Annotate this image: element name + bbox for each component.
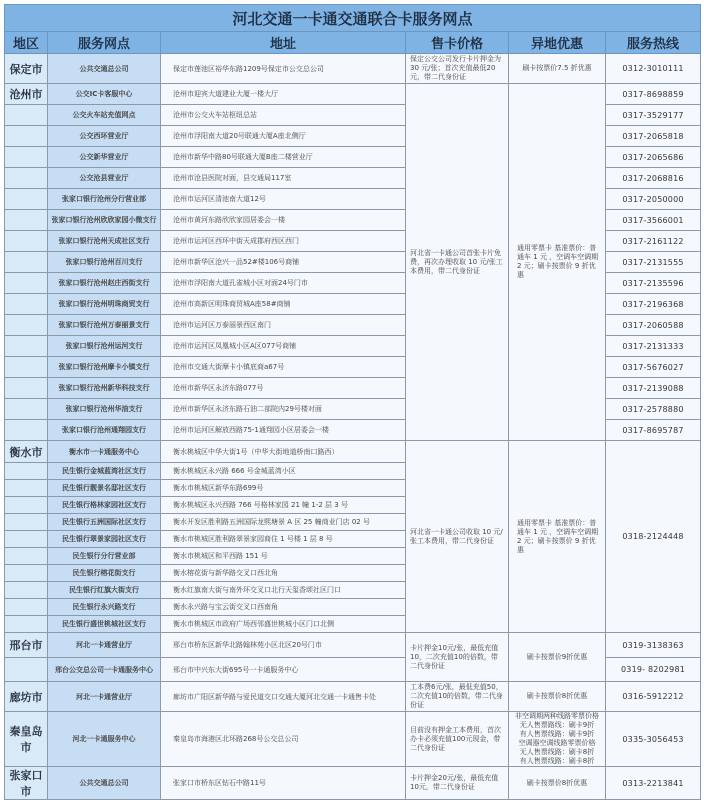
phone-cell: 0317-2068816 (606, 168, 701, 189)
phone-cell: 0317-3566001 (606, 210, 701, 231)
phone-cell: 0317-2131333 (606, 336, 701, 357)
phone-cell: 0316-5912212 (606, 682, 701, 712)
table-row (5, 767, 701, 800)
outlet-cell: 公交IC卡客服中心 (48, 84, 161, 105)
region-cell (5, 420, 48, 441)
phone-cell: 0317-2135596 (606, 273, 701, 294)
region-cell (5, 210, 48, 231)
price-cell: 河北省一卡通公司收取 10 元/张工本费用，带二代身份证 (406, 441, 509, 633)
price-cell: 工本费6元/张，最低充值50，二次充值10的倍数，带二代身份证 (406, 682, 509, 712)
price-cell: 卡片押金10元/张，最低充值10，二次充值10的倍数，带二代身份证 (406, 633, 509, 682)
table-row (5, 712, 701, 767)
address-cell: 张家口市桥东区钻石中路11号 (161, 767, 406, 800)
phone-cell: 0317-8695787 (606, 420, 701, 441)
table-header-row (5, 32, 701, 54)
outlet-cell: 民生银行盛世桃城社区支行 (48, 616, 161, 633)
header-price: 售卡价格 (406, 32, 509, 54)
address-cell: 衡水桃城区中华大街1号（中华大街地道桥南口路西） (161, 441, 406, 463)
outlet-cell: 张家口银行沧州赵庄西街支行 (48, 273, 161, 294)
discount-line: 空调器空调线路零票价格 (518, 739, 596, 747)
discount-line: 有人售票线路：刷卡8折 (519, 757, 595, 765)
outlet-cell: 张家口银行沧州摩卡小镇支行 (48, 357, 161, 378)
address-cell: 沧州市新华区沧兴一品52#楼106号商铺 (161, 252, 406, 273)
address-cell: 保定市莲池区裕华东路1209号保定市公交总公司 (161, 54, 406, 84)
address-cell: 沧州市运河区清池南大道12号 (161, 189, 406, 210)
phone-cell: 0313-2213841 (606, 767, 701, 800)
region-cell: 邢台市 (5, 633, 48, 658)
address-cell: 廊坊市广阳区新华路与爱民道交口交通大厦河北交通一卡通售卡处 (161, 682, 406, 712)
outlet-cell: 张家口银行沧州万泰丽景支行 (48, 315, 161, 336)
outlet-cell: 民生银行分行营业部 (48, 548, 161, 565)
address-cell: 沧州市运河区西环中街天成郡府西区西门 (161, 231, 406, 252)
discount-cell: 刷卡按票价7.5 折优惠 (509, 54, 606, 84)
price-cell: 河北省一卡通公司首张卡片免费，再次办理收取 10 元/张工本费用，带二代身份证 (406, 84, 509, 441)
price-cell: 卡片押金20元/张，最低充值10元，带二代身份证 (406, 767, 509, 800)
region-cell (5, 147, 48, 168)
region-cell (5, 463, 48, 480)
address-cell: 沧州市新华区永济东路石油二部院内29号楼对面 (161, 399, 406, 420)
region-cell (5, 616, 48, 633)
address-cell: 衡水市桃城区新华东路699号 (161, 480, 406, 497)
region-cell (5, 294, 48, 315)
phone-cell: 0317-2065818 (606, 126, 701, 147)
discount-cell: 通用零票卡 基准票价：普通车 1 元 ，空调车空调期 2 元；刷卡按票价 9 折优惠 (509, 84, 606, 441)
price-cell: 保定公交公司发行卡片押金为30 元/张；首次充值最低20元，带二代身份证 (406, 54, 509, 84)
table-row (5, 84, 701, 105)
outlet-cell: 张家口银行沧州华油支行 (48, 399, 161, 420)
outlet-cell: 河北一卡通营业厅 (48, 682, 161, 712)
discount-cell: 刷卡按票价8折优惠 (509, 767, 606, 800)
outlet-cell: 民生银行红旗大街支行 (48, 582, 161, 599)
phone-cell: 0317-2065686 (606, 147, 701, 168)
phone-cell: 0317-2161122 (606, 231, 701, 252)
address-cell: 沧州市沧县医院对面，县交通局117室 (161, 168, 406, 189)
address-cell: 衡水榕花街与新华路交叉口西北角 (161, 565, 406, 582)
phone-cell: 0317-2139088 (606, 378, 701, 399)
discount-line: 无人售票线路：刷卡8折 (519, 748, 595, 756)
address-cell: 沧州市交通大街摩卡小镇底商a67号 (161, 357, 406, 378)
address-cell: 沧州市运河区万泰丽景西区南门 (161, 315, 406, 336)
address-cell: 沧州市黄河东路欣欣家园居委会一楼 (161, 210, 406, 231)
discount-line: 无人售票路线：刷卡9折 (519, 721, 595, 729)
region-cell (5, 399, 48, 420)
address-cell: 沧州市浮阳南大道孔雀城小区对面24号门市 (161, 273, 406, 294)
discount-cell: 刷卡按票价9折优惠 (509, 633, 606, 682)
region-cell (5, 273, 48, 294)
phone-cell: 0317-2131555 (606, 252, 701, 273)
discount-cell: 刷卡按票价8折优惠 (509, 682, 606, 712)
address-cell: 衡水红旗南大街与南外环交叉口北行天玺香颂社区门口 (161, 582, 406, 599)
phone-cell: 0317-2050000 (606, 189, 701, 210)
header-discount: 异地优惠 (509, 32, 606, 54)
outlet-cell: 邢台公交总公司一卡通服务中心 (48, 658, 161, 682)
address-cell: 邢台市中兴东大街695号一卡通服务中心 (161, 658, 406, 682)
outlet-cell: 衡水市一卡通服务中心 (48, 441, 161, 463)
discount-line: 有人售票线路：刷卡9折 (519, 730, 595, 738)
region-cell (5, 565, 48, 582)
service-points-table (4, 4, 701, 800)
address-cell: 沧州市新华中路80号联通大厦B座二楼营业厅 (161, 147, 406, 168)
outlet-cell: 公交新华营业厅 (48, 147, 161, 168)
outlet-cell: 民生银行翠景家园社区支行 (48, 531, 161, 548)
address-cell: 沧州市公交火车站枢纽总站 (161, 105, 406, 126)
header-outlet: 服务网点 (48, 32, 161, 54)
region-cell (5, 357, 48, 378)
table-row (5, 441, 701, 463)
region-cell (5, 336, 48, 357)
outlet-cell: 民生银行榕花街支行 (48, 565, 161, 582)
phone-cell: 0317-2196368 (606, 294, 701, 315)
region-cell (5, 168, 48, 189)
region-cell (5, 315, 48, 336)
price-cell: 目前没有押金工本费用，首次办卡必须充值100元现金，带二代身份证 (406, 712, 509, 767)
outlet-cell: 张家口银行沧州分行营业部 (48, 189, 161, 210)
region-cell (5, 531, 48, 548)
address-cell: 衡水桃城区永兴路 666 号金城蓝湾小区 (161, 463, 406, 480)
address-cell: 秦皇岛市海港区北环路268号公交总公司 (161, 712, 406, 767)
address-cell: 沧州市高新区明珠商贸城A座58#商铺 (161, 294, 406, 315)
region-cell (5, 514, 48, 531)
address-cell: 衡水永兴路与宝云街交叉口西南角 (161, 599, 406, 616)
region-cell (5, 189, 48, 210)
region-cell (5, 599, 48, 616)
region-cell (5, 497, 48, 514)
phone-cell: 0317-2060588 (606, 315, 701, 336)
region-cell: 沧州市 (5, 84, 48, 105)
table-row (5, 682, 701, 712)
region-cell (5, 231, 48, 252)
region-cell: 廊坊市 (5, 682, 48, 712)
outlet-cell: 公交西环营业厅 (48, 126, 161, 147)
outlet-cell: 张家口银行沧州天成社区支行 (48, 231, 161, 252)
service-points-table-container (4, 4, 700, 800)
outlet-cell: 张家口银行沧州欣欣家园小微支行 (48, 210, 161, 231)
phone-cell: 0318-2124448 (606, 441, 701, 633)
discount-cell: 通用零票卡 基准票价：普通车 1 元 ，空调车空调期 2 元；刷卡按票价 9 折优惠 (509, 441, 606, 633)
address-cell: 衡水市桃城区和平西路 151 号 (161, 548, 406, 565)
region-cell (5, 548, 48, 565)
header-address: 地址 (161, 32, 406, 54)
outlet-cell: 张家口银行沧州运河支行 (48, 336, 161, 357)
address-cell: 沧州市新华区永济东路077号 (161, 378, 406, 399)
outlet-cell: 民生银行格林家园社区支行 (48, 497, 161, 514)
address-cell: 沧州市运河区解放西路75-1通翔园小区居委会一楼 (161, 420, 406, 441)
outlet-cell: 民生银行金城蓝湾社区支行 (48, 463, 161, 480)
outlet-cell: 公交沧县营业厅 (48, 168, 161, 189)
phone-cell: 0317-2578880 (606, 399, 701, 420)
outlet-cell: 河北一卡通营业厅 (48, 633, 161, 658)
header-hotline: 服务热线 (606, 32, 701, 54)
region-cell (5, 582, 48, 599)
address-cell: 衡水市桃城区胜利路翠景家园商住 1 号楼 1 层 8 号 (161, 531, 406, 548)
table-row (5, 54, 701, 84)
outlet-cell: 张家口银行沧州百川支行 (48, 252, 161, 273)
outlet-cell: 张家口银行沧州通翔园支行 (48, 420, 161, 441)
phone-cell: 0317-8698859 (606, 84, 701, 105)
region-cell (5, 658, 48, 682)
outlet-cell: 河北一卡通服务中心 (48, 712, 161, 767)
page-title: 河北交通一卡通交通联合卡服务网点 (5, 5, 701, 32)
address-cell: 衡水桃城区永兴西路 766 号格林家园 21 幢 1-2 层 3 号 (161, 497, 406, 514)
address-cell: 邢台市桥东区新华北路翰林苑小区北区20号门市 (161, 633, 406, 658)
phone-cell: 0317-5676027 (606, 357, 701, 378)
phone-cell: 0335-3056453 (606, 712, 701, 767)
region-cell (5, 252, 48, 273)
header-region: 地区 (5, 32, 48, 54)
address-cell: 沧州市浮阳南大道20号联通大厦A座北侧厅 (161, 126, 406, 147)
phone-cell: 0319- 8202981 (606, 658, 701, 682)
discount-cell (509, 712, 606, 767)
address-cell: 衡水开发区胜利路五洲国际龙熙塘景 A 区 25 幢商业门店 02 号 (161, 514, 406, 531)
address-cell: 沧州市运河区凤凰城小区A区077号商铺 (161, 336, 406, 357)
region-cell: 秦皇岛市 (5, 712, 48, 767)
outlet-cell: 民生银行永兴路支行 (48, 599, 161, 616)
region-cell (5, 126, 48, 147)
address-cell: 沧州市迎宾大道建业大厦一楼大厅 (161, 84, 406, 105)
outlet-cell: 张家口银行沧州新华科技支行 (48, 378, 161, 399)
phone-cell: 0312-3010111 (606, 54, 701, 84)
region-cell (5, 378, 48, 399)
address-cell: 衡水市桃城区市政府广场西邻盛世桃城小区门口北侧 (161, 616, 406, 633)
discount-line: 非空调期两种线路零票价格 (515, 712, 599, 720)
region-cell: 保定市 (5, 54, 48, 84)
outlet-cell: 公共交通总公司 (48, 54, 161, 84)
region-cell: 张家口市 (5, 767, 48, 800)
outlet-cell: 公共交通总公司 (48, 767, 161, 800)
phone-cell: 0317-3529177 (606, 105, 701, 126)
phone-cell: 0319-3138363 (606, 633, 701, 658)
region-cell: 衡水市 (5, 441, 48, 463)
outlet-cell: 民生银行靓景名邸社区支行 (48, 480, 161, 497)
outlet-cell: 民生银行五洲国际社区支行 (48, 514, 161, 531)
region-cell (5, 105, 48, 126)
outlet-cell: 张家口银行沧州明珠商贸支行 (48, 294, 161, 315)
table-row (5, 633, 701, 658)
region-cell (5, 480, 48, 497)
outlet-cell: 公交火车站充值网点 (48, 105, 161, 126)
